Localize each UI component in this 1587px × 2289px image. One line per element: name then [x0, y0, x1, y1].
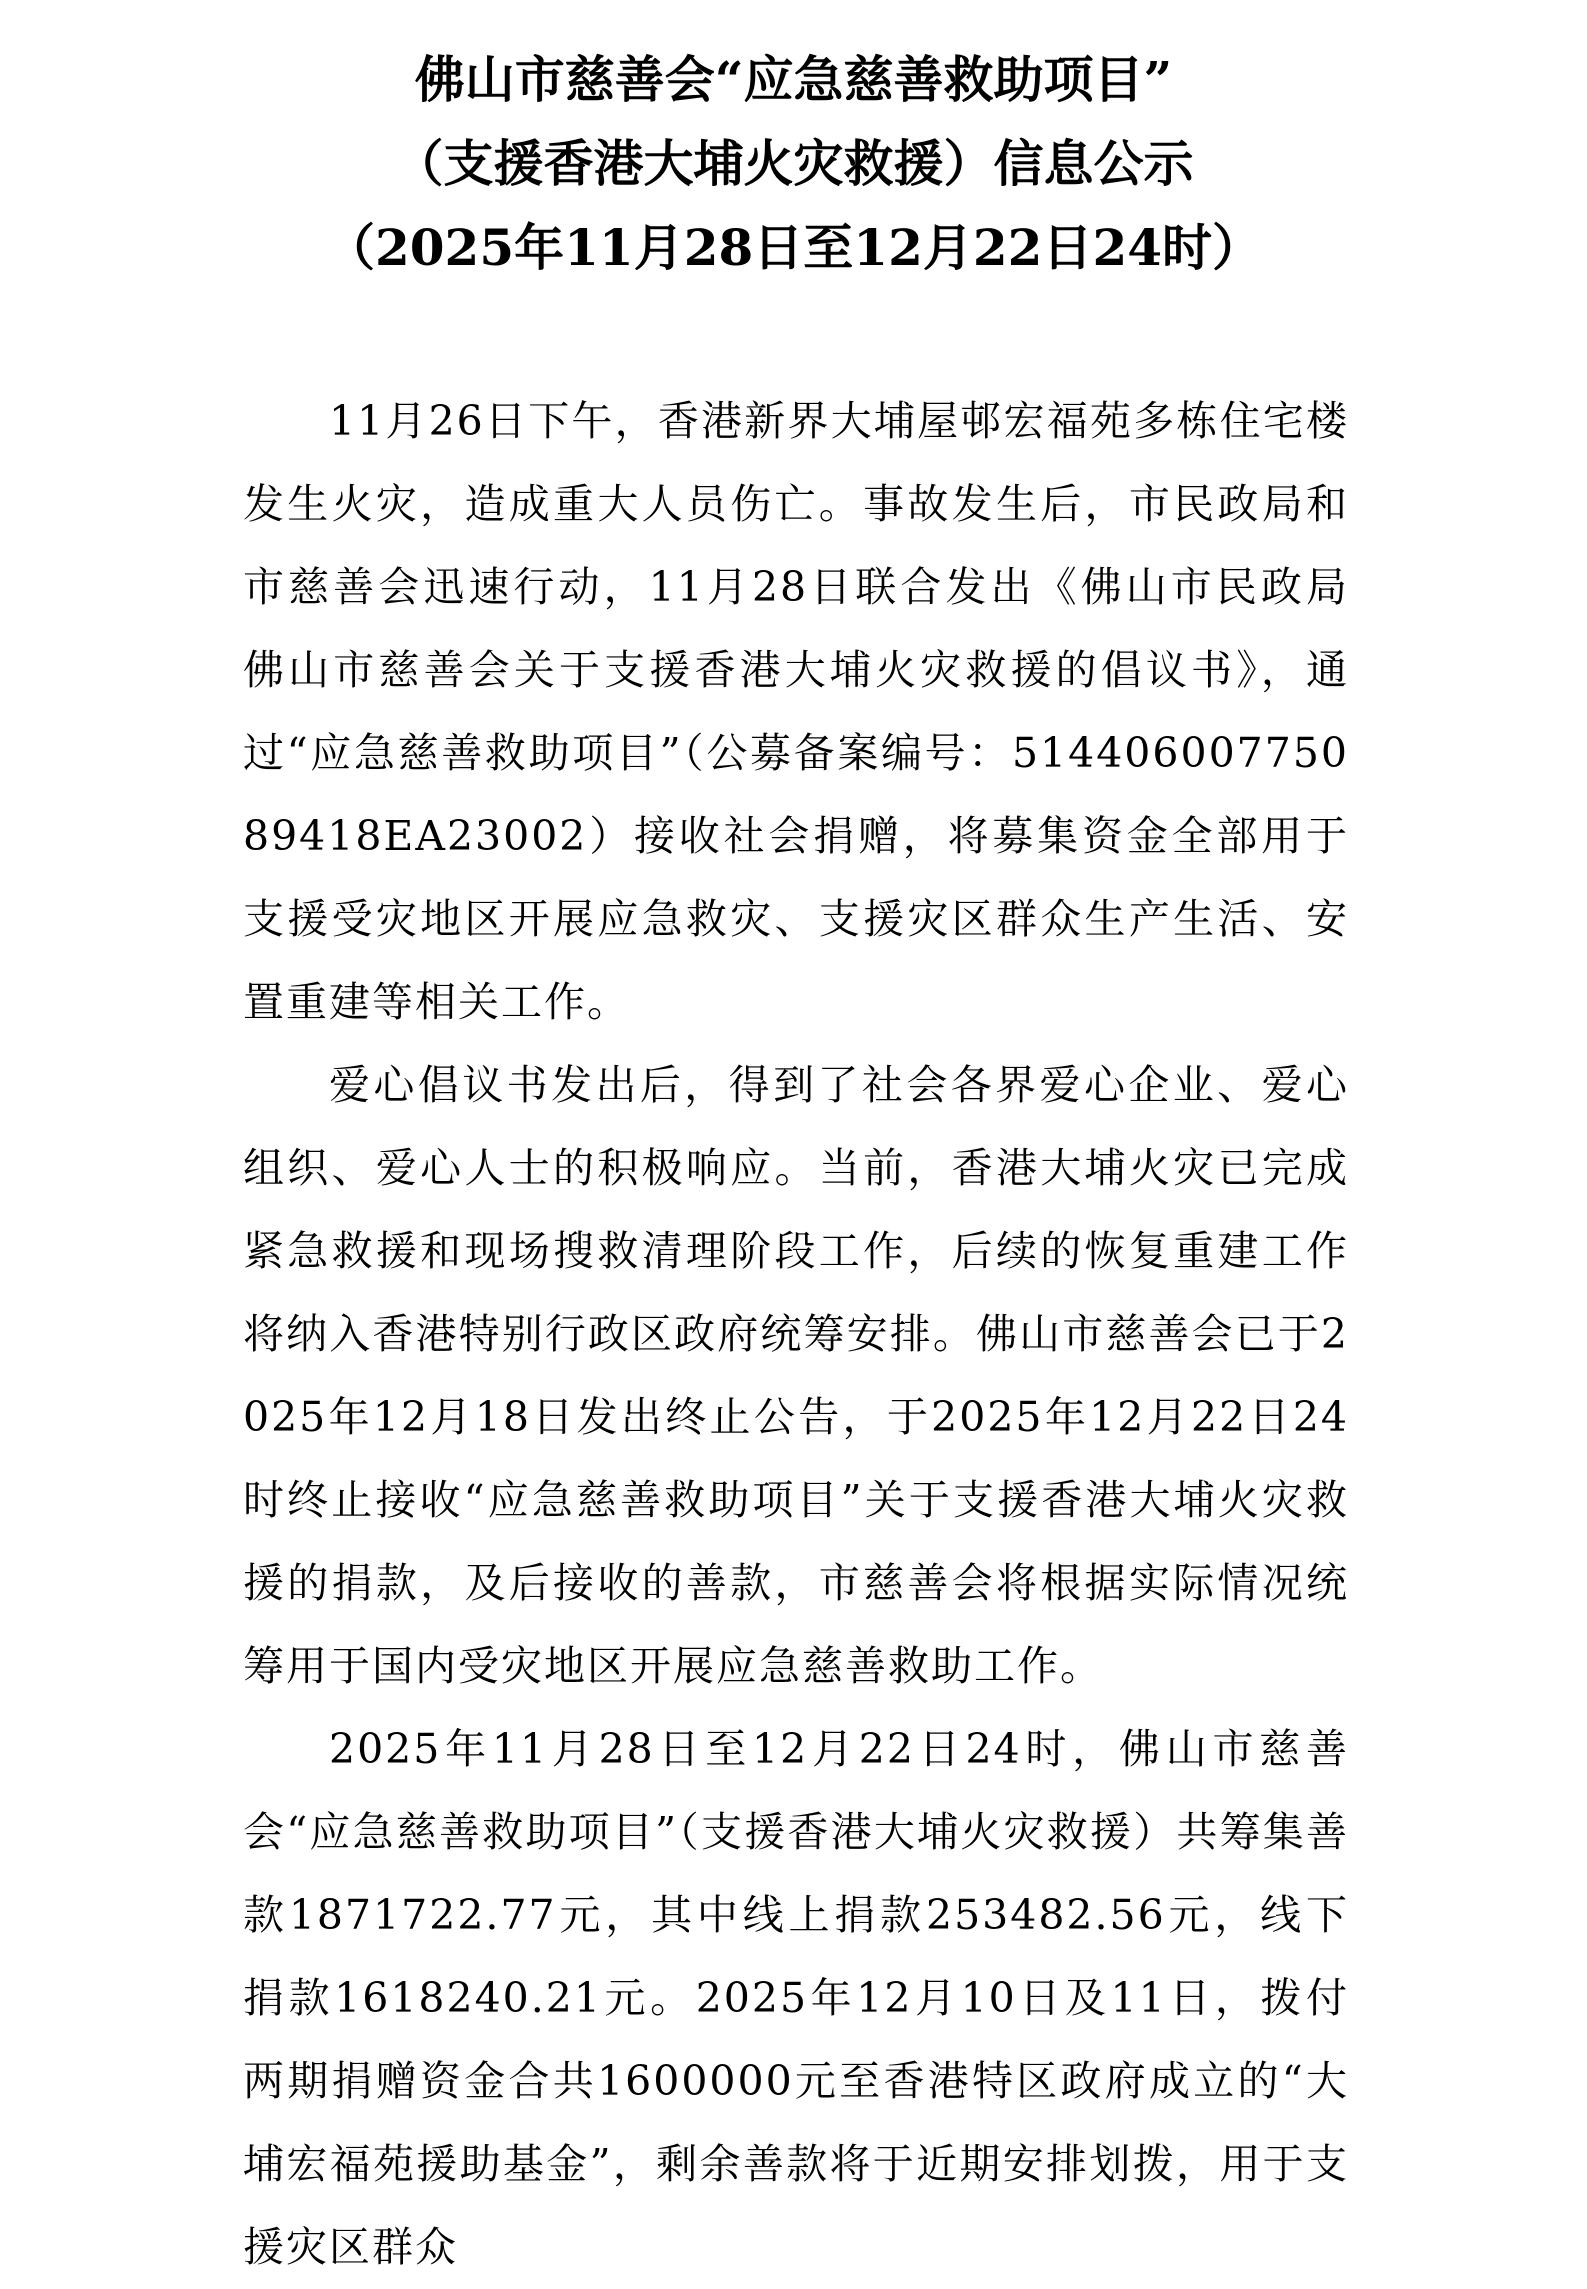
title-line-3: （2025年11月28日至12月22日24时） [324, 218, 1263, 277]
paragraph-background: 11月26日下午，香港新界大埔屋邨宏福苑多栋住宅楼发生火灾，造成重大人员伤亡。事故发生后，市民政局和市慈善会迅速行动，11月28日联合发出《佛山市民政局 佛山市慈善会关于支援香港大埔火灾救援的倡议书》，通过“应急慈善救助项目”（公募备案编号：51440600775089418EA23002）接收社会捐赠，将募集资金全部用于支援受灾地区开展应急救灾、支援灾区群众生产生活、安置重建等相关工作。 [243, 397, 1349, 1026]
document-body [243, 380, 1349, 2289]
title-line-2: （支援香港大埔火灾救援）信息公示 [393, 134, 1194, 193]
paragraph-funds: 2025年11月28日至12月22日24时，佛山市慈善会“应急慈善救助项目”（支援香港大埔火灾救援）共筹集善款1871722.77元，其中线上捐款253482.56元，线下捐款1618240.21元。2025年12月10日及11日，拨付两期捐赠资金合共1600000元至香港特区政府成立的“大埔宏福苑援助基金”，剩余善款将于近期安排划拨，用于支援灾区群众 [243, 1725, 1349, 2271]
title-line-1: 佛山市慈善会“应急慈善救助项目” [414, 50, 1173, 109]
paragraph-response: 爱心倡议书发出后，得到了社会各界爱心企业、爱心组织、爱心人士的积极响应。当前，香港大埔火灾已完成紧急救援和现场搜救清理阶段工作，后续的恢复重建工作将纳入香港特别行政区政府统筹安排。佛山市慈善会已于2025年12月18日发出终止公告，于2025年12月22日24时终止接收“应急慈善救助项目”关于支援香港大埔火灾救援的捐款，及后接收的善款，市慈善会将根据实际情况统筹用于国内受灾地区开展应急慈善救助工作。 [243, 1061, 1349, 1690]
document-title [0, 38, 1587, 290]
